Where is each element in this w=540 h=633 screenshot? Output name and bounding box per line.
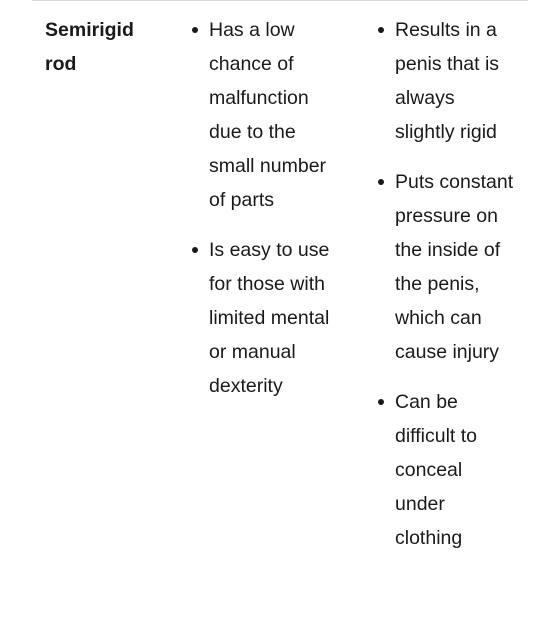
cons-list (376, 13, 516, 555)
cons-list-item: Results in a penis that is always slightly rigid (376, 13, 516, 149)
cons-list-item: Puts constant pressure on the inside of the penis, which can cause injury (376, 165, 516, 369)
pros-cell (190, 13, 330, 419)
cons-list-item: Can be difficult to conceal under clothing (376, 385, 516, 555)
pros-list (190, 13, 330, 403)
implant-type-cell: Semirigid rod (45, 19, 134, 75)
cons-cell (376, 13, 516, 571)
pros-list-item: Has a low chance of malfunction due to the small number of parts (190, 13, 330, 217)
pros-list-item: Is easy to use for those with limited mental or manual dexterity (190, 233, 330, 403)
table-top-divider (32, 0, 528, 1)
comparison-table (32, 0, 528, 633)
